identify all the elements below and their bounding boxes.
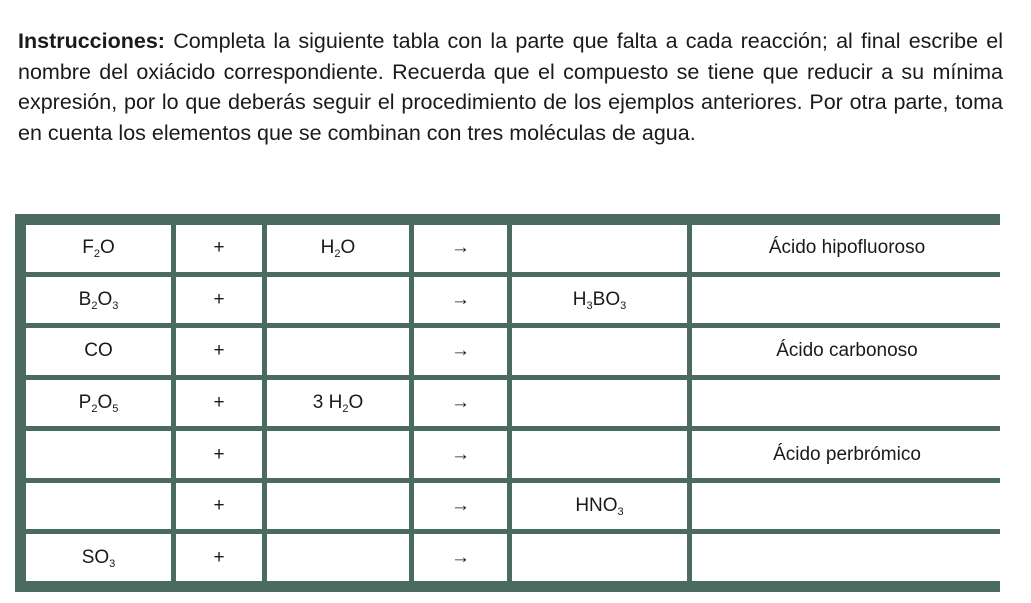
table-row <box>26 483 1002 530</box>
table-row <box>26 534 1002 581</box>
table-row <box>26 328 1002 375</box>
formula-subscript: 2 <box>342 402 349 415</box>
formula-text: H <box>572 288 587 310</box>
plus-cell-text: + <box>213 495 225 517</box>
product-cell <box>512 328 687 375</box>
formula-text: CO <box>84 340 113 362</box>
arrow-cell <box>414 534 507 581</box>
arrow-cell <box>414 277 507 324</box>
plus-cell-text: + <box>213 237 225 259</box>
plus-cell <box>176 534 262 581</box>
arrow-cell-text: → <box>451 391 470 413</box>
instructions-text: Completa la siguiente tabla con la parte que falta a cada reacción; al final escribe el nombre del oxiácido correspondiente. Recuerda que el compuesto se tiene que reducir a su mínima expresión, por lo que deberás seguir el procedimiento de los ejemplos anteriores. Por otra parte, toma en cuenta los elementos que se combinan con tres moléculas de agua. <box>18 29 1003 145</box>
acid-name-cell <box>692 225 1002 272</box>
formula-text: H <box>320 237 335 259</box>
arrow-cell-text: → <box>451 443 470 465</box>
arrow-cell <box>414 328 507 375</box>
formula-text: O <box>348 391 364 413</box>
formula-text: O <box>97 288 113 310</box>
oxide-cell <box>26 277 171 324</box>
oxide-cell <box>26 225 171 272</box>
formula-text: O <box>99 237 115 259</box>
table-row <box>26 380 1002 427</box>
arrow-cell-text: → <box>451 546 470 568</box>
acid-name-cell <box>692 534 1002 581</box>
formula-text: SO <box>81 546 110 568</box>
formula-subscript: 3 <box>617 506 624 519</box>
formula-subscript: 2 <box>93 248 100 261</box>
acid-name-cell <box>692 328 1002 375</box>
formula-text: O <box>97 391 113 413</box>
product-cell <box>512 380 687 427</box>
formula-text: P <box>78 391 92 413</box>
formula-text: HNO <box>575 495 618 517</box>
plus-cell <box>176 225 262 272</box>
formula-subscript: 2 <box>334 248 341 261</box>
plus-cell <box>176 483 262 530</box>
table-row <box>26 431 1002 478</box>
formula-subscript: 2 <box>91 402 98 415</box>
arrow-cell-text: → <box>451 495 470 517</box>
formula-text: B <box>78 288 92 310</box>
instructions-label: Instrucciones: <box>18 29 165 53</box>
acid-name-cell <box>692 431 1002 478</box>
oxide-cell <box>26 380 171 427</box>
plus-cell-text: + <box>213 546 225 568</box>
water-cell <box>267 431 409 478</box>
oxide-cell <box>26 431 171 478</box>
water-cell <box>267 483 409 530</box>
reaction-table <box>21 220 1007 586</box>
arrow-cell <box>414 431 507 478</box>
oxide-cell <box>26 483 171 530</box>
instructions <box>18 26 1003 148</box>
water-cell <box>267 225 409 272</box>
reaction-table-body <box>26 225 1002 581</box>
formula-text: F <box>82 237 94 259</box>
water-cell <box>267 277 409 324</box>
formula-text: 3 H <box>312 391 343 413</box>
formula-text: O <box>340 237 356 259</box>
product-cell <box>512 483 687 530</box>
plus-cell-text: + <box>213 391 225 413</box>
water-cell <box>267 534 409 581</box>
plus-cell-text: + <box>213 340 225 362</box>
product-cell <box>512 225 687 272</box>
arrow-cell <box>414 380 507 427</box>
plus-cell <box>176 431 262 478</box>
formula-subscript: 3 <box>586 299 593 312</box>
arrow-cell <box>414 483 507 530</box>
arrow-cell <box>414 225 507 272</box>
oxide-cell <box>26 328 171 375</box>
arrow-cell-text: → <box>451 237 470 259</box>
arrow-cell-text: → <box>451 340 470 362</box>
acid-name-cell <box>692 483 1002 530</box>
water-cell <box>267 328 409 375</box>
plus-cell-text: + <box>213 443 225 465</box>
arrow-cell-text: → <box>451 288 470 310</box>
formula-text: BO <box>592 288 621 310</box>
plus-cell <box>176 277 262 324</box>
plus-cell <box>176 328 262 375</box>
product-cell <box>512 431 687 478</box>
acid-name-cell <box>692 277 1002 324</box>
formula-subscript: 3 <box>109 557 116 570</box>
formula-subscript: 5 <box>112 402 119 415</box>
product-cell <box>512 277 687 324</box>
water-cell <box>267 380 409 427</box>
oxide-cell <box>26 534 171 581</box>
acid-name-cell <box>692 380 1002 427</box>
formula-subscript: 2 <box>91 299 98 312</box>
reaction-table-frame <box>15 214 1000 592</box>
acid-name-cell-text: Ácido perbrómico <box>773 443 921 465</box>
formula-subscript: 3 <box>620 299 627 312</box>
plus-cell-text: + <box>213 288 225 310</box>
table-row <box>26 277 1002 324</box>
acid-name-cell-text: Ácido hipofluoroso <box>768 237 926 259</box>
formula-subscript: 3 <box>112 299 119 312</box>
table-row <box>26 225 1002 272</box>
acid-name-cell-text: Ácido carbonoso <box>776 340 918 362</box>
plus-cell <box>176 380 262 427</box>
product-cell <box>512 534 687 581</box>
